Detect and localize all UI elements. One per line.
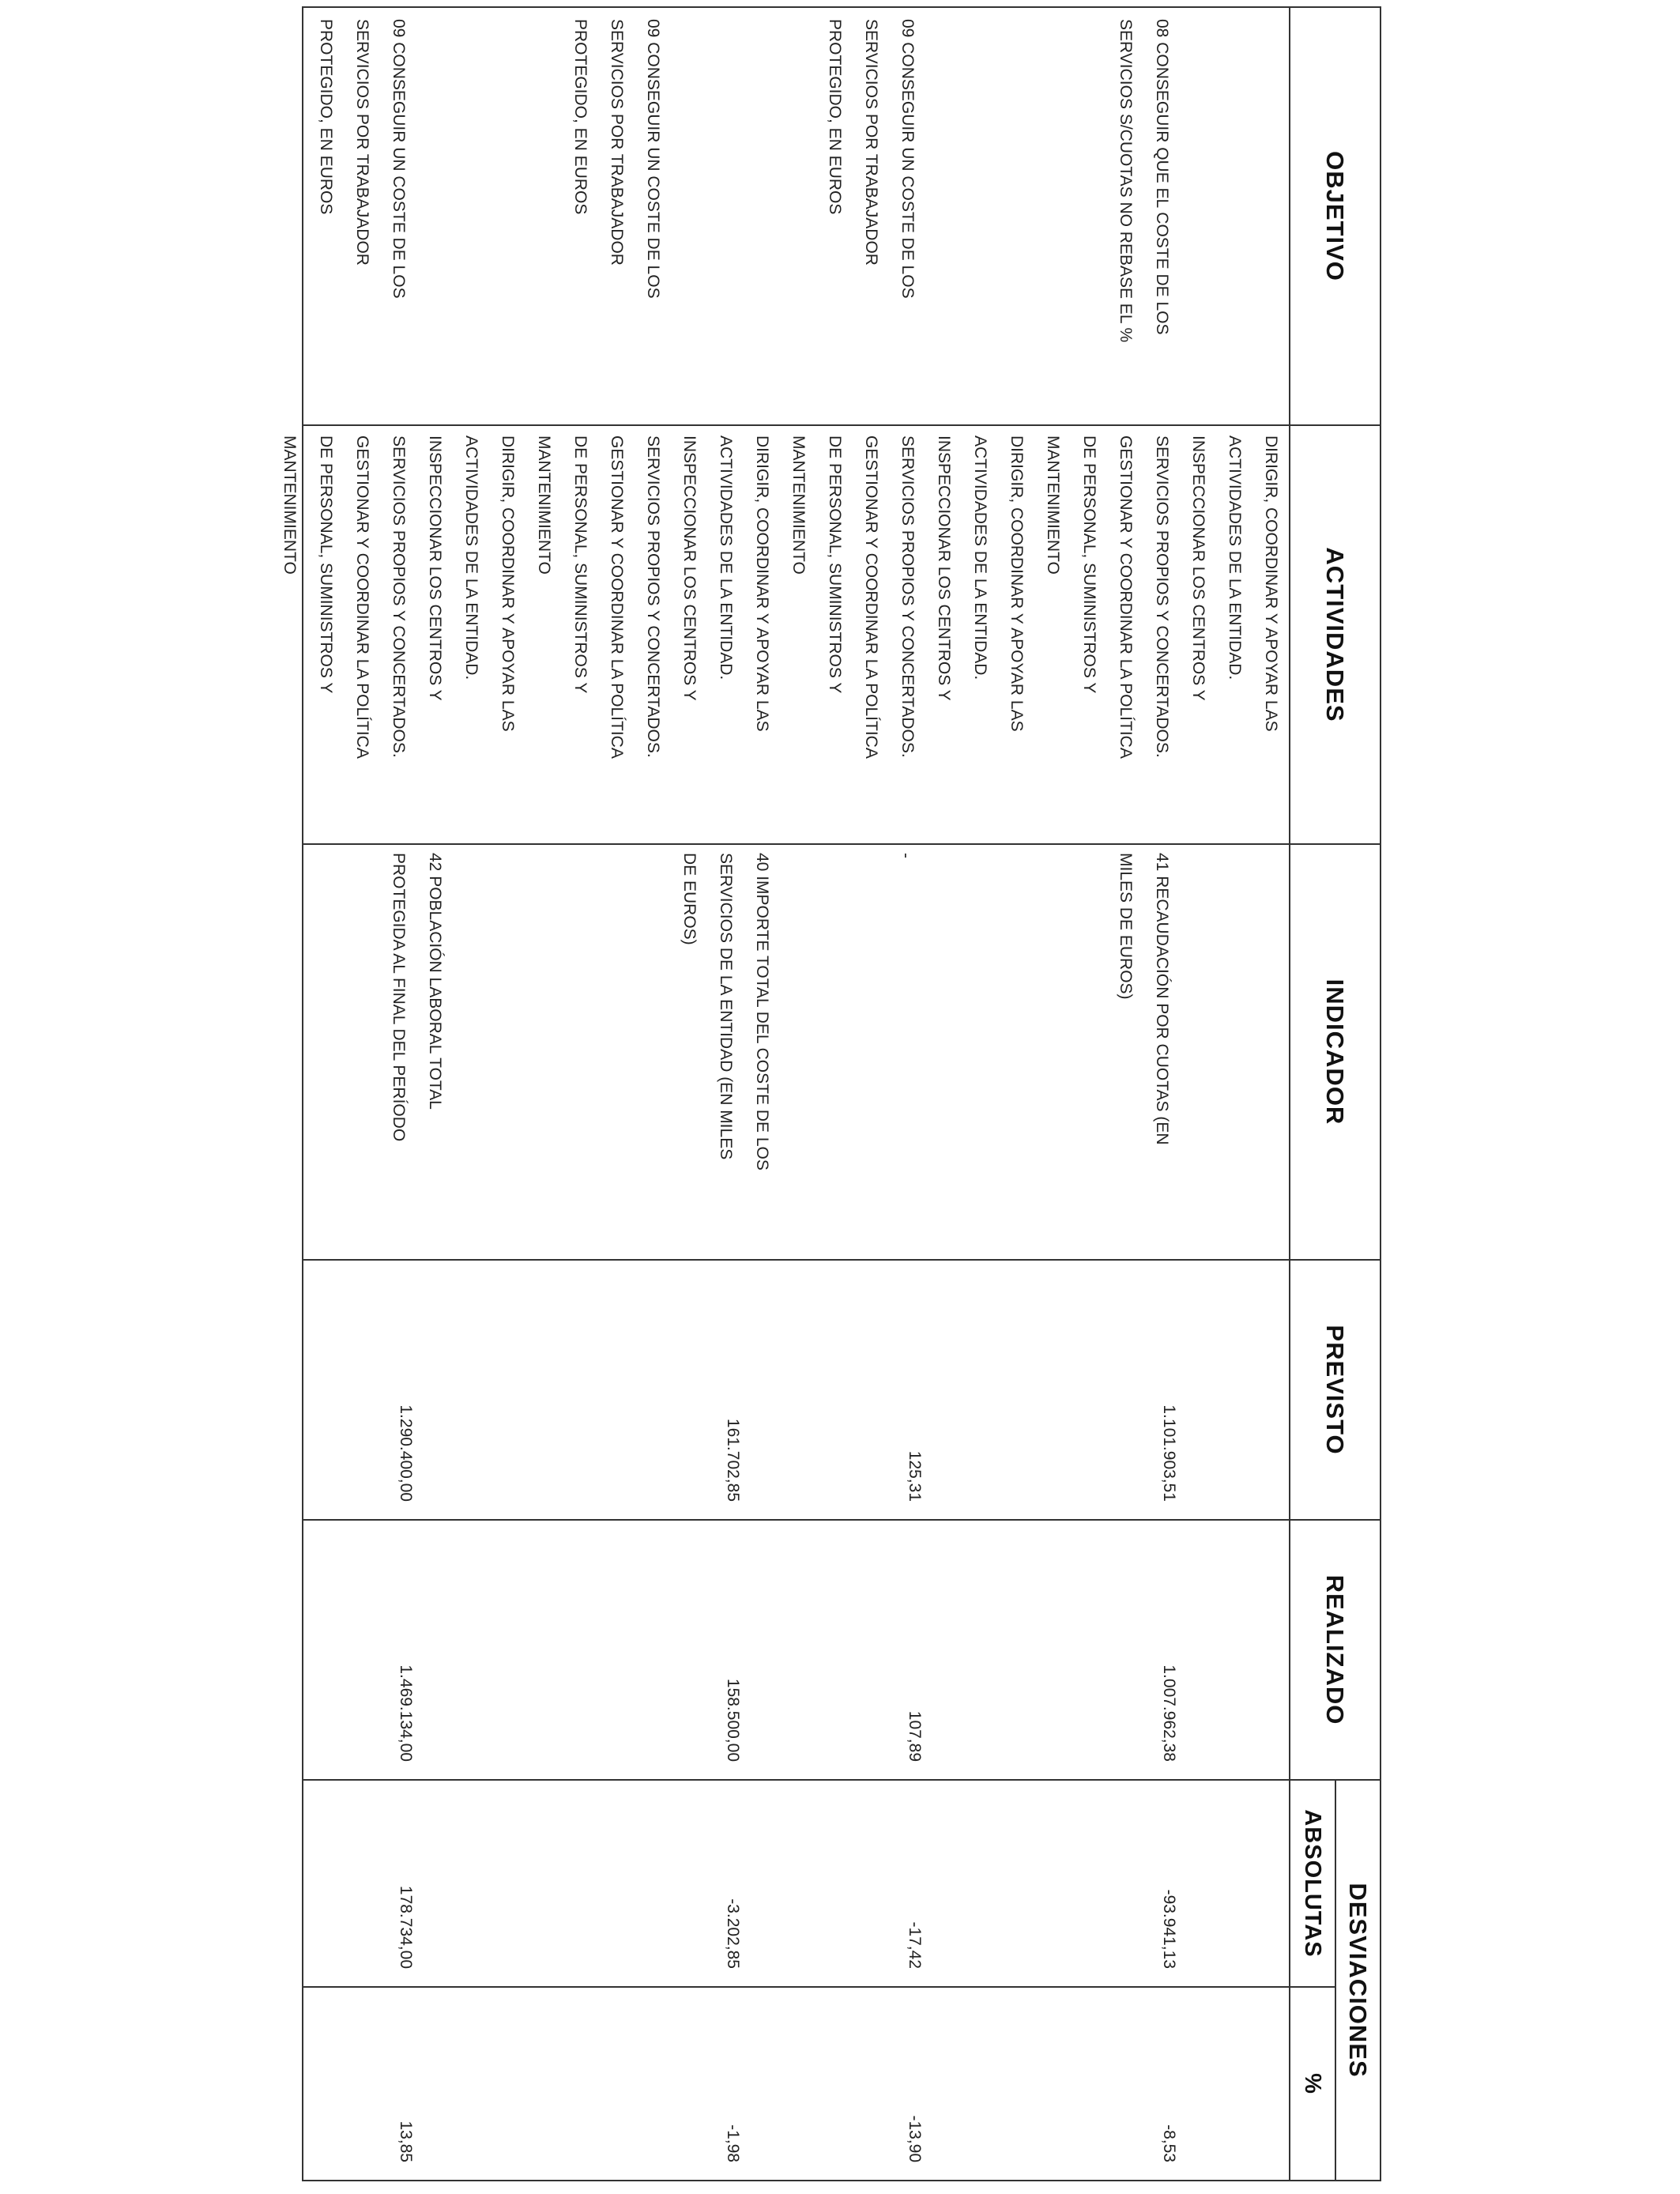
objetivo-column: [303, 7, 1290, 425]
realizado-row-1: 1.007.962,38: [1160, 1664, 1178, 1762]
objetivo-row-3: 09 CONSEGUIR UN COSTE DE LOS SERVICIOS POR TRABAJADOR PROTEGIDO, EN EUROS: [571, 19, 662, 299]
header-realizado: REALIZADO: [1290, 1520, 1381, 1780]
absolutas-row-4: 178.734,00: [397, 1885, 415, 1969]
absolutas-row-2: -17,42: [906, 1921, 924, 1969]
objetivo-row-1: 08 CONSEGUIR QUE EL COSTE DE LOS SERVICIOS S/CUOTAS NO REBASE EL %: [1117, 19, 1171, 343]
pct-row-3: -1,98: [724, 2124, 742, 2162]
indicador-row-1: 41 RECAUDACIÓN POR CUOTAS (EN MILES DE EUROS): [1117, 853, 1171, 1145]
realizado-row-4: 1.469.134,00: [397, 1664, 415, 1762]
realizado-column: [303, 1520, 1290, 1780]
previsto-row-2: 125,31: [906, 1450, 924, 1502]
objetivo-row-4: 09 CONSEGUIR UN COSTE DE LOS SERVICIOS POR TRABAJADOR PROTEGIDO, EN EUROS: [317, 19, 408, 299]
pct-row-1: -8,53: [1160, 2124, 1178, 2162]
indicador-row-4: 42 POBLACIÓN LABORAL TOTAL PROTEGIDA AL FINAL DEL PERÍODO: [390, 853, 444, 1142]
actividades-group-1: DIRIGIR, COORDINAR Y APOYAR LAS ACTIVIDADES DE LA ENTIDAD. INSPECCIONAR LOS CENTROS Y SERVICIOS PROPIOS Y CONCERTADOS. GESTIONAR Y COORDINAR LA POLÍTICA DE PERSONAL, SUMINISTROS Y MANTENIMIENTO: [1044, 435, 1280, 759]
previsto-row-3: 161.702,85: [724, 1418, 742, 1502]
absolutas-row-3: -3.202,85: [724, 1898, 742, 1969]
realizado-row-2: 107,89: [906, 1710, 924, 1762]
actividades-column: [281, 425, 1290, 844]
pct-column: [303, 1987, 1290, 2181]
objectives-table: [281, 6, 1381, 2181]
pct-row-2: -13,90: [906, 2115, 924, 2162]
indicador-column: [303, 844, 1290, 1260]
actividades-group-3: DIRIGIR, COORDINAR Y APOYAR LAS ACTIVIDADES DE LA ENTIDAD. INSPECCIONAR LOS CENTROS Y SERVICIOS PROPIOS Y CONCERTADOS. GESTIONAR Y COORDINAR LA POLÍTICA DE PERSONAL, SUMINISTROS Y MANTENIMIENTO: [535, 435, 771, 759]
pct-row-4: 13,85: [397, 2120, 415, 2162]
indicador-row-3: 40 IMPORTE TOTAL DEL COSTE DE LOS SERVICIOS DE LA ENTIDAD (EN MILES DE EUROS): [680, 853, 771, 1171]
previsto-row-1: 1.101.903,51: [1160, 1404, 1178, 1502]
header-pct: %: [1290, 1987, 1335, 2181]
actividades-group-4: DIRIGIR, COORDINAR Y APOYAR LAS ACTIVIDADES DE LA ENTIDAD. INSPECCIONAR LOS CENTROS Y SERVICIOS PROPIOS Y CONCERTADOS. GESTIONAR Y COORDINAR LA POLÍTICA DE PERSONAL, SUMINISTROS Y MANTENIMIENTO: [281, 435, 517, 759]
header-actividades: ACTIVIDADES: [1290, 425, 1381, 844]
actividades-group-2: DIRIGIR, COORDINAR Y APOYAR LAS ACTIVIDADES DE LA ENTIDAD. INSPECCIONAR LOS CENTROS Y SERVICIOS PROPIOS Y CONCERTADOS. GESTIONAR Y COORDINAR LA POLÍTICA DE PERSONAL, SUMINISTROS Y MANTENIMIENTO: [789, 435, 1026, 759]
indicador-row-2: -: [897, 853, 915, 858]
realizado-row-3: 158.500,00: [724, 1678, 742, 1762]
header-indicador: INDICADOR: [1290, 844, 1381, 1260]
header-objetivo: OBJETIVO: [1290, 7, 1381, 425]
objetivo-row-2: 09 CONSEGUIR UN COSTE DE LOS SERVICIOS POR TRABAJADOR PROTEGIDO, EN EUROS: [826, 19, 917, 299]
header-previsto: PREVISTO: [1290, 1260, 1381, 1520]
header-absolutas: ABSOLUTAS: [1290, 1780, 1335, 1987]
absolutas-row-1: -93.941,13: [1160, 1889, 1178, 1969]
absolutas-column: [303, 1780, 1290, 1987]
header-desviaciones: DESVIACIONES: [1335, 1780, 1381, 2181]
previsto-column: [303, 1260, 1290, 1520]
previsto-row-4: 1.290.400,00: [397, 1404, 415, 1502]
